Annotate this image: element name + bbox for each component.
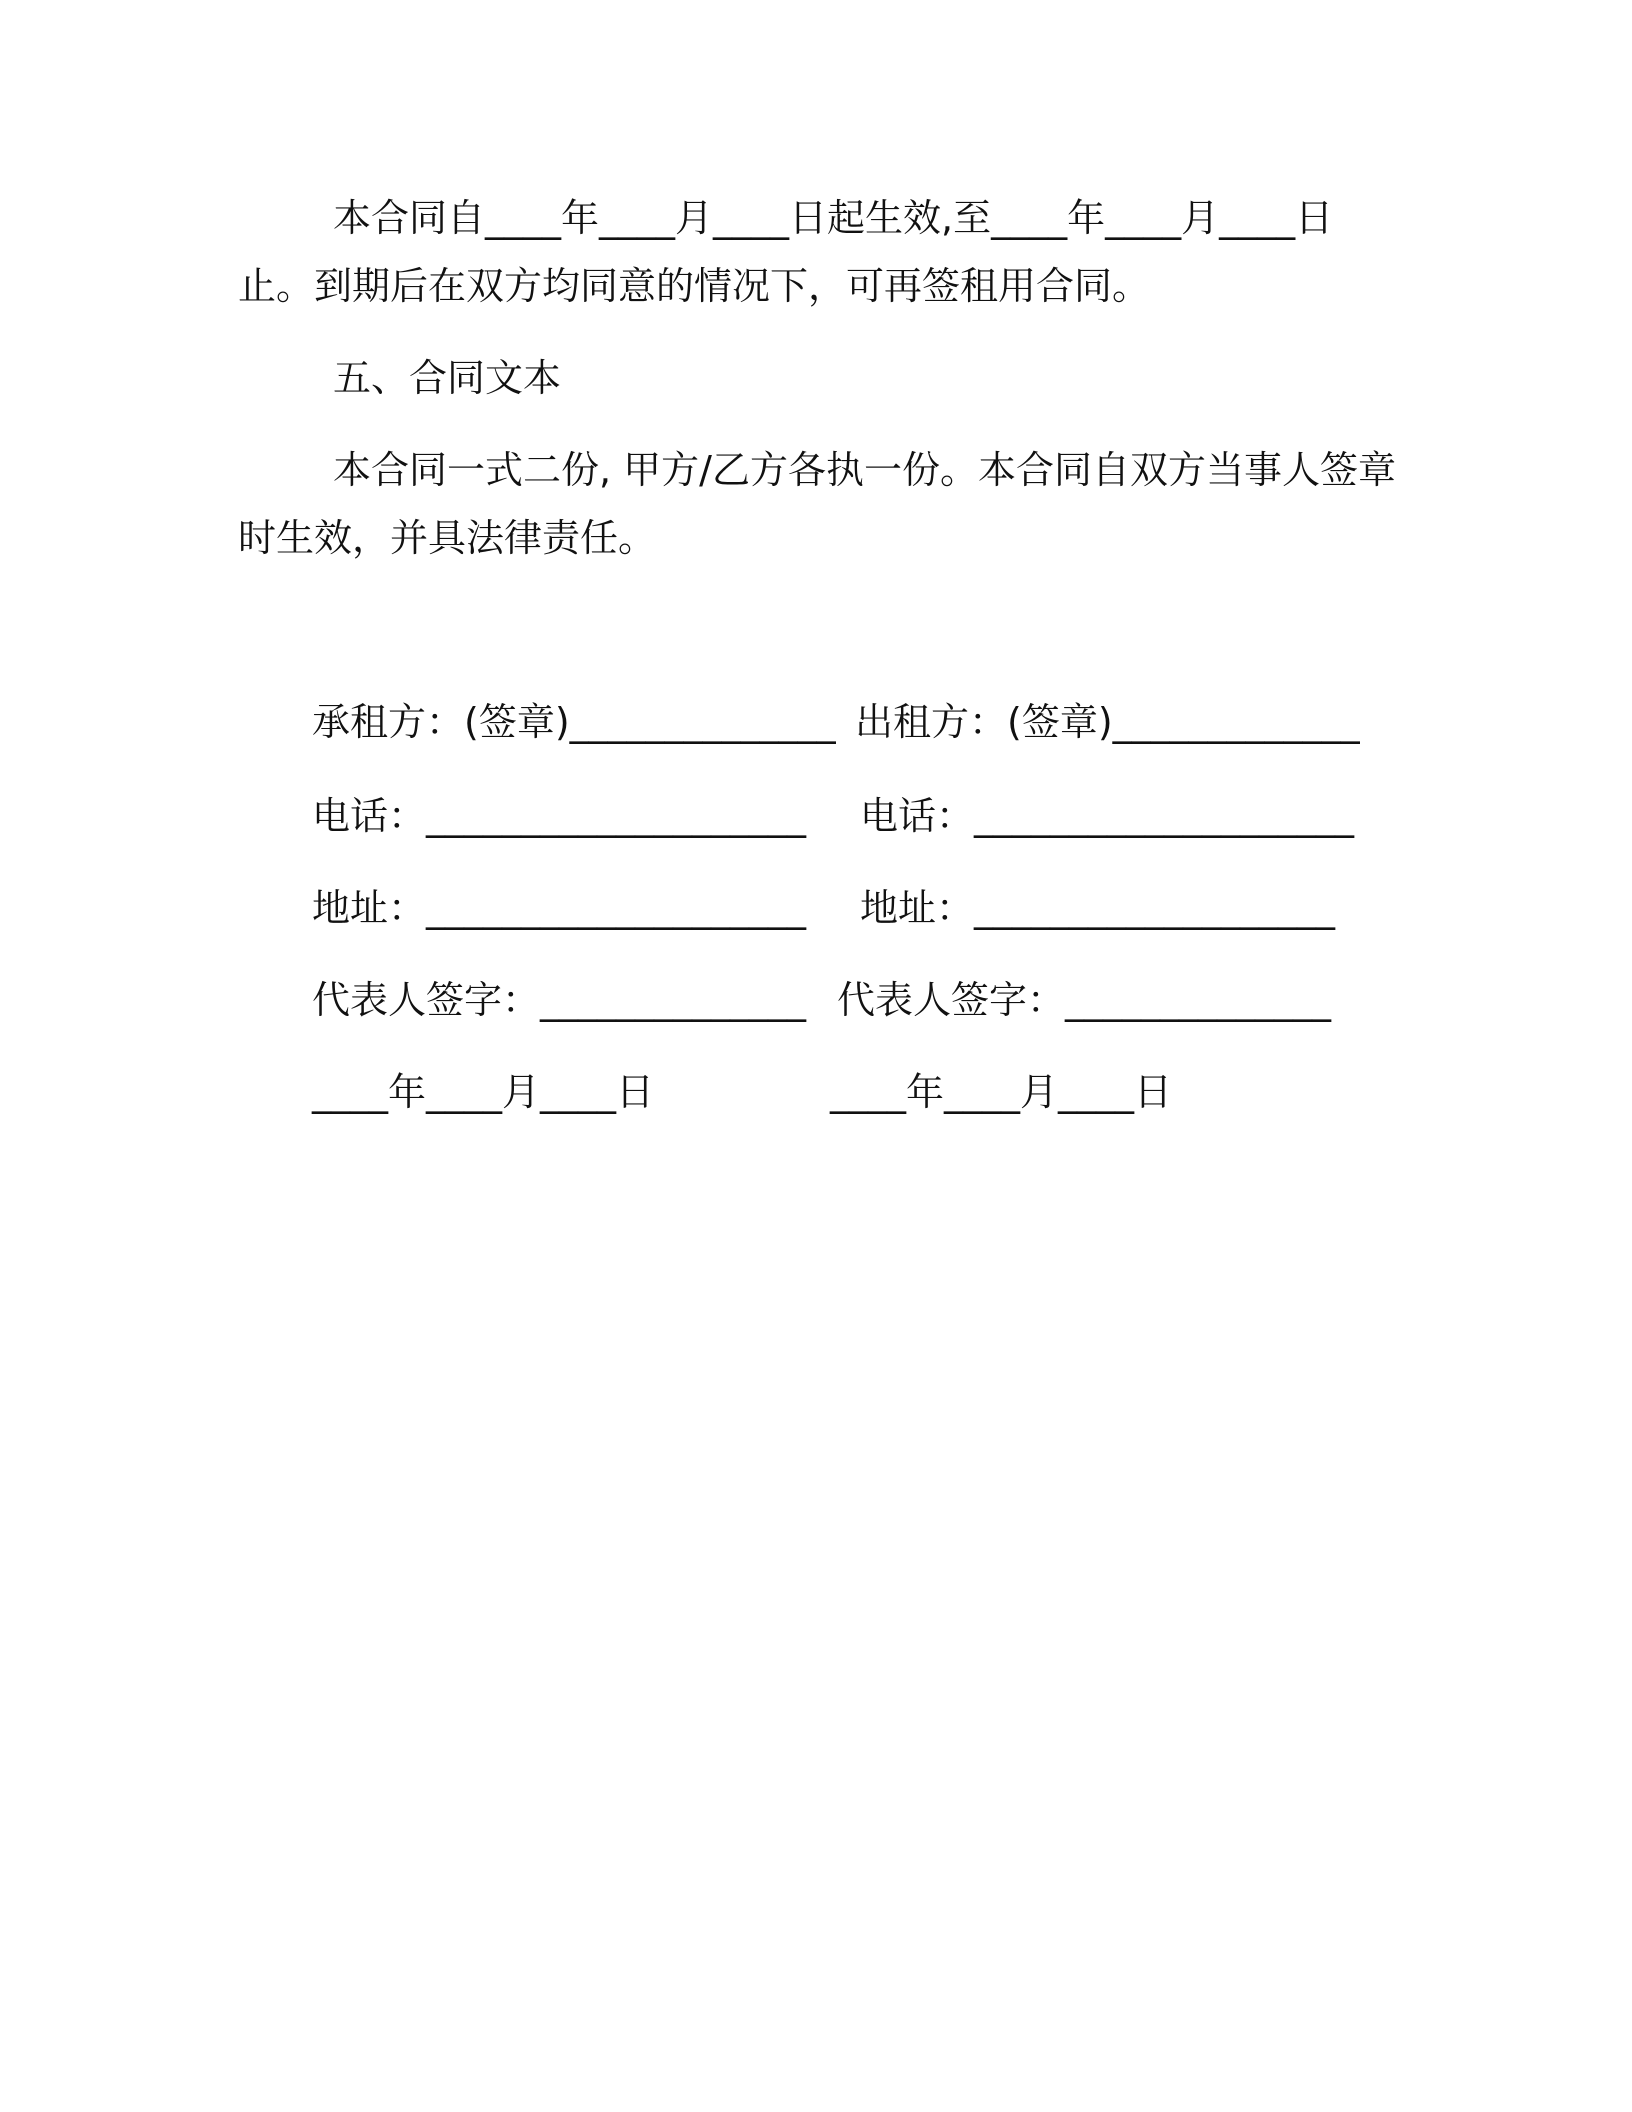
term-paragraph-line-2: 止。到期后在双方均同意的情况下，可再签租用合同。 bbox=[238, 264, 1151, 308]
landlord-sign-field: 出租方：(签章)_____________ bbox=[855, 700, 1360, 744]
tenant-phone-field: 电话：____________________ bbox=[312, 794, 807, 838]
copies-paragraph-line-2: 时生效，并具法律责任。 bbox=[238, 516, 657, 560]
tenant-sign-field: 承租方：(签章)______________ bbox=[312, 700, 836, 744]
copies-paragraph-line-1: 本合同一式二份, 甲方/乙方各执一份。本合同自双方当事人签章 bbox=[333, 448, 1396, 492]
term-paragraph-line-1: 本合同自____年____月____日起生效,至____年____月____日 bbox=[333, 196, 1334, 240]
landlord-representative-field: 代表人签字：______________ bbox=[837, 978, 1332, 1022]
tenant-date-field: ____年____月____日 bbox=[312, 1070, 655, 1114]
tenant-address-field: 地址：____________________ bbox=[312, 886, 807, 930]
section-heading-contract-text: 五、合同文本 bbox=[333, 356, 562, 400]
tenant-representative-field: 代表人签字：______________ bbox=[312, 978, 807, 1022]
landlord-date-field: ____年____月____日 bbox=[830, 1070, 1173, 1114]
landlord-address-field: 地址：___________________ bbox=[860, 886, 1336, 930]
landlord-phone-field: 电话：____________________ bbox=[860, 794, 1355, 838]
